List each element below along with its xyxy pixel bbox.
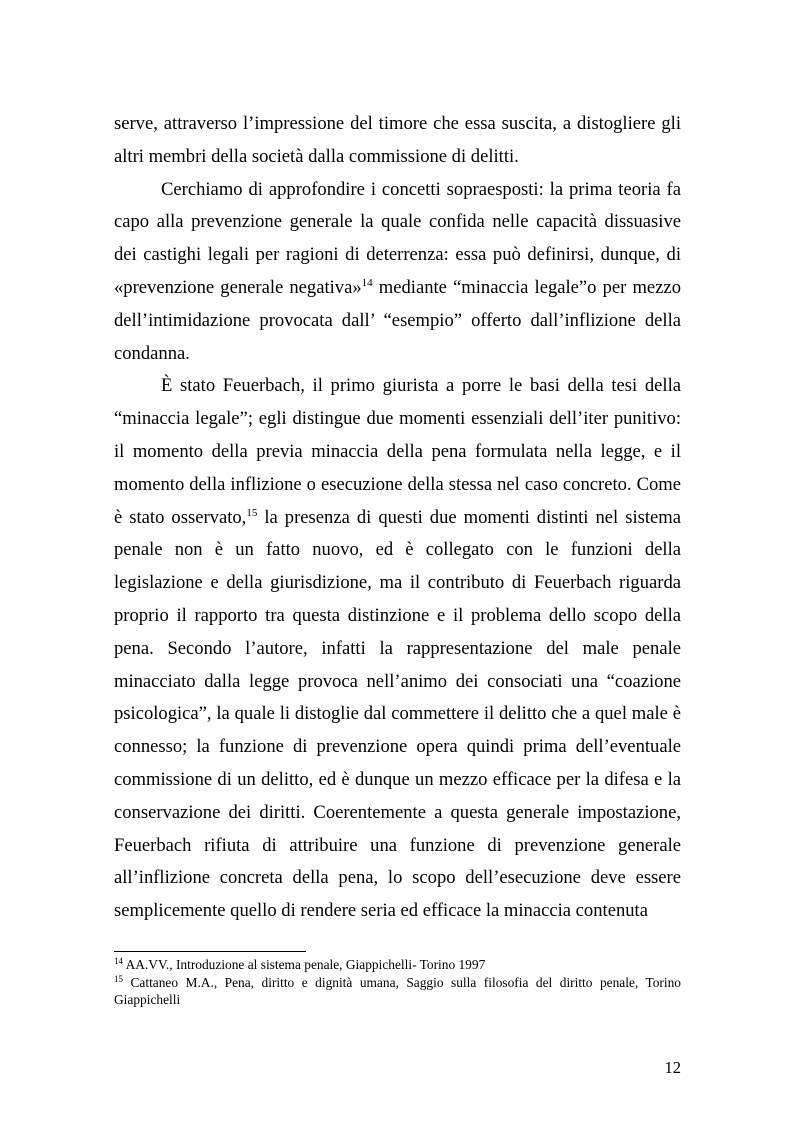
footnotes: [114, 956, 681, 1009]
body-text: [114, 108, 681, 928]
footnote-separator: [114, 951, 306, 952]
footnote-text: Cattaneo M.A., Pena, diritto e dignità umana, Saggio sulla filosofia del diritto penale, Torino Giappichelli: [114, 974, 681, 1007]
paragraph-3: [114, 370, 681, 928]
footnote-text: AA.VV., Introduzione al sistema penale, Giappichelli- Torino 1997: [123, 957, 486, 972]
paragraph-2-text-a: Cerchiamo di approfondire i concetti sopraesposti: la prima teoria fa capo alla prevenzione generale la quale confida nelle capacità dissuasive dei castighi legali per ragioni di deterrenza: essa può definirsi, dunque, di «prevenzione generale negativa»: [114, 178, 681, 298]
paragraph-3-text-b: la presenza di questi due momenti distinti nel sistema penale non è un fatto nuovo, ed è collegato con le funzioni della legislazione e della giurisdizione, ma il contributo di Feuerbach riguarda proprio il rapporto tra questa distinzione e il problema dello scopo della pena. Secondo l’autore, infatti la rappresentazione del male penale minacciato dalla legge provoca nell’animo dei consociati una “coazione psicologica”, la quale li distoglie dal commettere il delitto che a quel male è connesso; la funzione di prevenzione opera quindi prima dell’eventuale commissione di un delitto, ed è dunque un mezzo efficace per la difesa e la conservazione dei diritti. Coerentemente a questa generale impostazione, Feuerbach rifiuta di attribuire una funzione di prevenzione generale all’inflizione concreta della pena, lo scopo dell’esecuzione deve essere semplicemente quello di rendere seria ed efficace la minaccia contenuta: [114, 506, 682, 922]
footnote-ref-15: 15: [246, 506, 258, 519]
footnote-14: [114, 956, 681, 974]
footnote-number: 15: [114, 973, 123, 984]
footnote-15: [114, 974, 681, 1009]
page-number: 12: [664, 1058, 681, 1077]
footnote-ref-14: 14: [361, 276, 373, 289]
paragraph-1: [114, 108, 681, 174]
paragraph-2: [114, 174, 681, 371]
paragraph-2-text-b: mediante “minaccia legale”o per mezzo dell’intimidazione provocata dall’ “esempio” offerto dall’inflizione della condanna.: [114, 276, 681, 364]
paragraph-1-text: serve, attraverso l’impressione del timore che essa suscita, a distogliere gli altri membri della società dalla commissione di delitti.: [114, 113, 681, 167]
footnote-number: 14: [114, 956, 123, 966]
paragraph-3-text-a: È stato Feuerbach, il primo giurista a porre le basi della tesi della “minaccia legale”; egli distingue due momenti essenziali dell’iter punitivo: il momento della previa minaccia della pena formulata nella legge, e il momento della inflizione o esecuzione della stessa nel caso concreto. Come è stato osservato,: [114, 375, 681, 528]
